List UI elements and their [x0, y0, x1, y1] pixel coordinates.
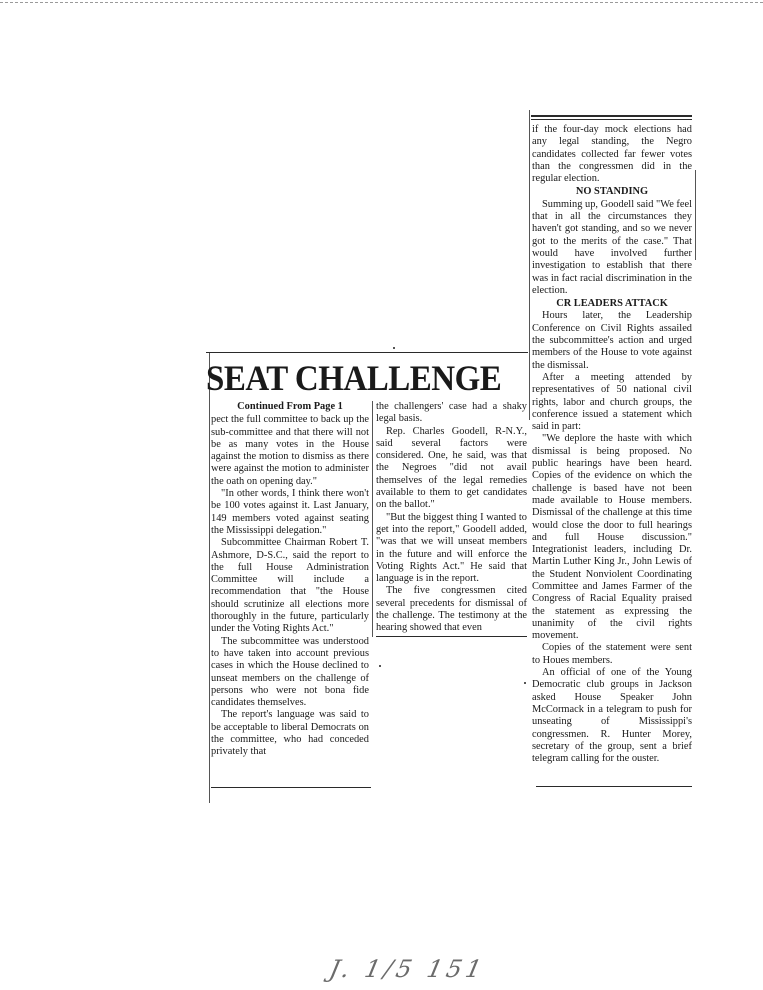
subheading-no-standing: NO STANDING	[575, 186, 649, 198]
column-edge-right	[695, 170, 696, 260]
paragraph: Hours later, the Leadership Conference on Civil Rights assailed the subcommittee's action and urged members of the House to vote against the dismissal.	[532, 310, 692, 371]
headline-rule	[206, 352, 528, 353]
paragraph: "We deplore the haste with which dismissal is being proposed. No public hearings have been heard. Copies of the evidence on which the challenge is based have not been made available to House members. Dismissal of the challenge at this time would close the door to full hearings and full House discussion." Integrationist leaders, including Dr. Martin Luther King Jr., John Lewis of the Student Nonviolent Coordinating Committee and James Farmer of the Congress of Racial Equality praised the statement as expressing the unanimity of the civil rights movement.	[532, 433, 692, 642]
bottom-rule-left-column	[211, 787, 371, 788]
paragraph: The subcommittee was understood to have taken into account previous cases in which the House declined to unseat members on the challenge of persons who were not bona fide candidates themselves.	[211, 635, 369, 709]
paragraph: An official of one of the Young Democratic club groups in Jackson asked House Speaker John McCormack in a telegram to push for unseating of Mississippi's congressmen. R. Hunter Morey, secretary of the group, sent a brief telegram calling for the ouster.	[532, 667, 692, 765]
scan-top-edge	[0, 2, 763, 3]
paragraph: Summing up, Goodell said "We feel that in all the circumstances they haven't got standing, and so we never got to the merits of the case." That would have involved further investigation to establish that there was in fact racial discrimination in the election.	[532, 198, 693, 296]
top-rule-right-column-thin	[531, 119, 692, 120]
column-divider-left	[209, 353, 210, 803]
paragraph: "In other words, I think there won't be 100 votes against it. Last January, 149 members voted against seating the Mississippi delegation."	[211, 488, 369, 536]
paragraph: the challengers' case had a shaky legal basis.	[376, 401, 527, 425]
top-rule-right-column	[531, 115, 692, 117]
article-column-middle	[376, 401, 527, 635]
headline: SEAT CHALLENGE	[206, 359, 502, 399]
paragraph: Subcommittee Chairman Robert T. Ashmore, D-S.C., said the report to the full House Administration Committee will include a recommendation that "the House should scrutinize all elections more thoroughly in the future, particularly under the Voting Rights Act."	[211, 537, 369, 635]
speck	[524, 682, 526, 684]
subheading-cr-leaders-attack: CR LEADERS ATTACK	[556, 298, 668, 310]
article-column-right	[532, 124, 692, 765]
continued-from-line: Continued From Page 1	[237, 401, 343, 412]
paragraph: The five congressmen cited several precedents for dismissal of the challenge. The testimony at the hearing showed that even	[376, 585, 527, 634]
column-divider-middle	[372, 401, 373, 637]
paragraph: if the four-day mock elections had any legal standing, the Negro candidates collected far fewer votes than the congressmen did in the regular election.	[532, 124, 692, 185]
paragraph: After a meeting attended by representatives of 50 national civil rights, labor and church groups, the conference issued a statement which said in part:	[532, 371, 692, 433]
paragraph: Rep. Charles Goodell, R-N.Y., said several factors were considered. One, he said, was that the Negroes "did not avail themselves of the legal remedies available to them to get candidates on the ballot."	[376, 425, 527, 511]
bottom-rule-right-column	[536, 786, 692, 787]
paragraph: "But the biggest thing I wanted to get into the report," Goodell added, "was that we will unseat members in the future and will enforce the Voting Rights Act." He said that language is in the report.	[376, 511, 527, 585]
paragraph: The report's language was said to be acceptable to liberal Democrats on the committee, who had conceded privately that	[211, 709, 369, 758]
paragraph: pect the full committee to back up the sub-committee and that there will not be as many votes in the House against the motion to dismiss as there were against the motion to administer the oath on opening day."	[211, 414, 369, 487]
handwritten-note: J. 1/5 151	[327, 955, 489, 983]
article-column-left	[211, 401, 369, 759]
paragraph: Copies of the statement were sent to Houes members.	[532, 642, 692, 666]
speck	[379, 665, 381, 667]
bottom-rule-middle-column	[376, 636, 527, 637]
speck	[393, 347, 395, 349]
